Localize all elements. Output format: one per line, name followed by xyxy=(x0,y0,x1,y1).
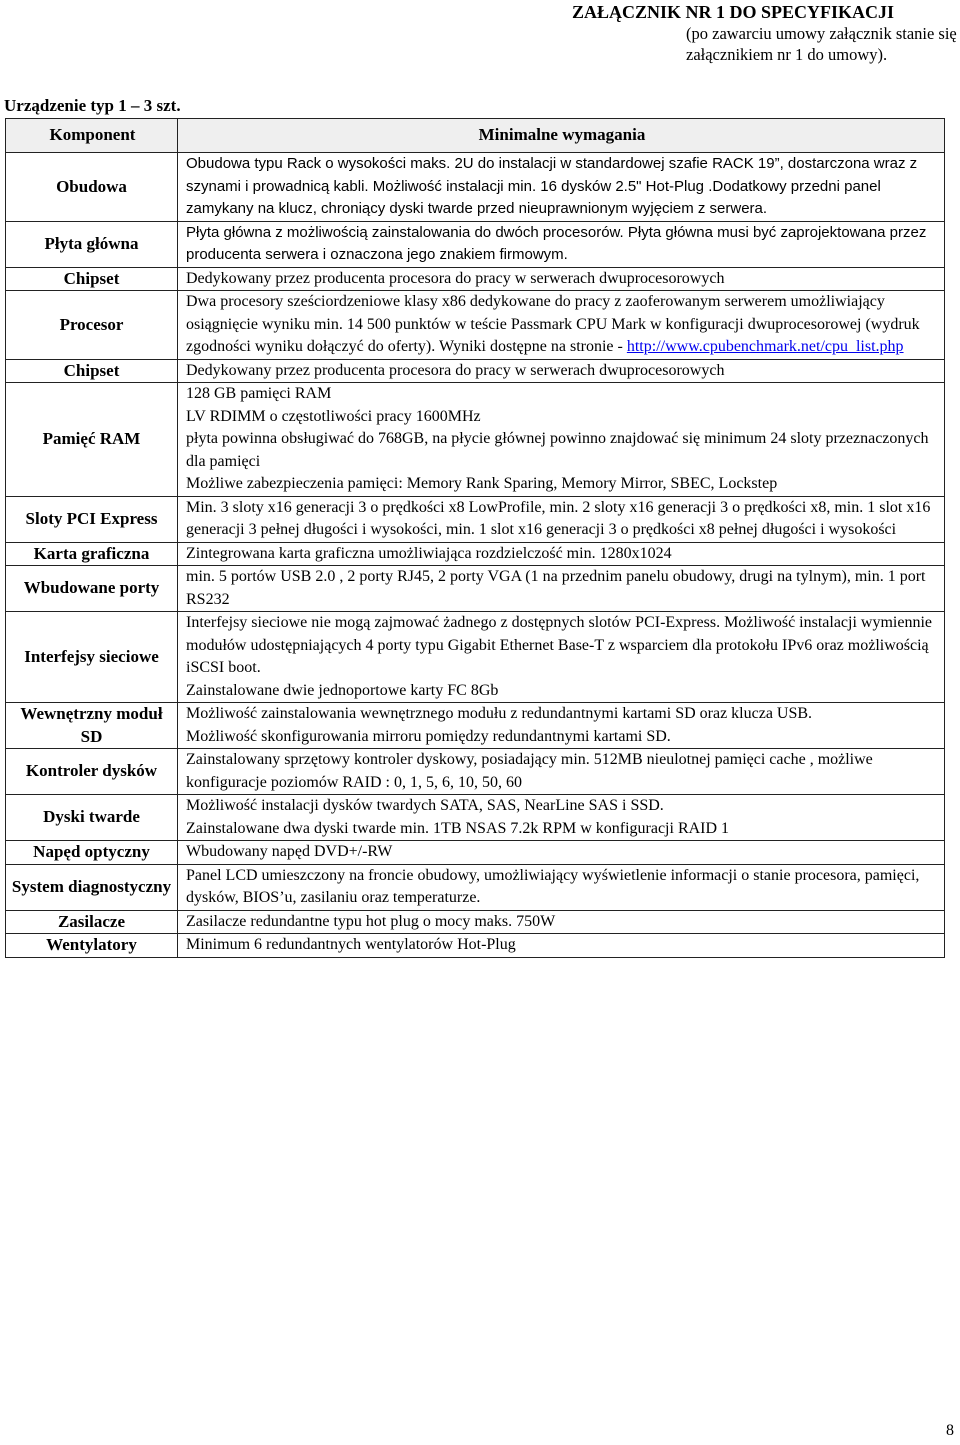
requirement-text: Zainstalowane dwie jednoportowe karty FC 8Gb xyxy=(186,681,499,699)
requirement-cell xyxy=(178,383,945,497)
table-row xyxy=(6,934,945,958)
table-row xyxy=(6,566,945,612)
requirement-text: Możliwość skonfigurowania mirroru pomiędzy redundantnymi kartami SD. xyxy=(186,727,671,745)
requirement-cell xyxy=(178,566,945,612)
component-cell: Chipset xyxy=(6,267,178,291)
component-cell: Obudowa xyxy=(6,153,178,222)
table-row xyxy=(6,383,945,497)
table-row xyxy=(6,612,945,703)
requirement-text: Dedykowany przez producenta procesora do pracy w serwerach dwuprocesorowych xyxy=(186,269,725,287)
requirement-cell xyxy=(178,910,945,934)
requirement-text: Min. 3 sloty x16 generacji 3 o prędkości x8 LowProfile, min. 2 sloty x16 generacji 3 o prędkości x8, min. 1 slot x16 generacji 3 pełnej długości i wysokości, min. 1 slot x16 generacji 3 o prędkości x8 pełnej długości i wysokości xyxy=(186,498,931,538)
component-cell: Kontroler dysków xyxy=(6,749,178,795)
table-body xyxy=(6,153,945,958)
requirement-cell xyxy=(178,703,945,749)
requirement-cell xyxy=(178,267,945,291)
requirement-cell xyxy=(178,612,945,703)
requirement-cell xyxy=(178,221,945,267)
requirement-cell xyxy=(178,864,945,910)
table-row xyxy=(6,153,945,222)
component-cell: Procesor xyxy=(6,291,178,360)
page-number: 8 xyxy=(946,1422,954,1439)
requirement-text: Dwa procesory sześciordzeniowe klasy x86 dedykowane do pracy z zaoferowanym serwerem umożliwiający osiągnięcie wyniku min. 14 500 punktów w teście Passmark CPU Mark w konfiguracji dwuprocesorowej (wydruk zgodności wyniku dołączyć do oferty). Wyniki dostępne na stronie - xyxy=(186,293,920,355)
table-row xyxy=(6,291,945,360)
requirement-text: Minimum 6 redundantnych wentylatorów Hot-Plug xyxy=(186,936,516,953)
component-cell: Wentylatory xyxy=(6,934,178,958)
requirement-text: min. 5 portów USB 2.0 , 2 porty RJ45, 2 porty VGA (1 na przednim panelu obudowy, drugi na tylnym), min. 1 port RS232 xyxy=(186,568,926,608)
requirement-text: Zainstalowane dwa dyski twarde min. 1TB NSAS 7.2k RPM w konfiguracji RAID 1 xyxy=(186,819,730,837)
requirement-text: Możliwość instalacji dysków twardych SATA, SAS, NearLine SAS i SSD. xyxy=(186,797,664,814)
attachment-header xyxy=(572,2,958,65)
component-cell: Karta graficzna xyxy=(6,542,178,566)
attachment-title: ZAŁĄCZNIK NR 1 DO SPECYFIKACJI xyxy=(572,2,895,22)
requirement-cell xyxy=(178,359,945,383)
requirement-text: Zasilacze redundantne typu hot plug o mocy maks. 750W xyxy=(186,912,556,930)
component-cell: Sloty PCI Express xyxy=(6,496,178,542)
requirement-text: Obudowa typu Rack o wysokości maks. 2U do instalacji w standardowej szafie RACK 19”, dostarczona wraz z szynami i prowadnicą kabli. Możliwość instalacji min. 16 dysków 2.5" Hot-Plug .Dodatkowy przedni panel zamykany na klucz, chroniący dyski twarde przed nieuprawnionym wyjęciem z serwera. xyxy=(186,155,918,217)
cpubenchmark-link[interactable]: http://www.cpubenchmark.net/cpu_list.php xyxy=(626,338,904,355)
requirement-text: Zintegrowana karta graficzna umożliwiająca rozdzielczość min. 1280x1024 xyxy=(186,544,672,562)
requirement-text: Interfejsy sieciowe nie mogą zajmować żadnego z dostępnych slotów PCI-Express. Możliwość instalacji wymiennie modułów udostępniających 4 porty typu Gigabit Ethernet Base-T z wsparciem dla protokołu IPv6 oraz możliwością iSCSI boot. xyxy=(186,614,933,676)
table-header-row xyxy=(6,119,945,153)
requirement-text: Zainstalowany sprzętowy kontroler dyskowy, posiadający min. 512MB nieulotnej pamięci cache , możliwe konfiguracje poziomów RAID : 0, 1, 5, 6, 10, 50, 60 xyxy=(186,751,873,791)
table-row xyxy=(6,221,945,267)
column-header-component: Komponent xyxy=(6,119,178,153)
table-row xyxy=(6,795,945,841)
requirement-text: LV RDIMM o częstotliwości pracy 1600MHz xyxy=(186,407,481,425)
requirement-cell xyxy=(178,934,945,958)
component-cell: Zasilacze xyxy=(6,910,178,934)
component-cell: Chipset xyxy=(6,359,178,383)
attachment-note: (po zawarciu umowy załącznik stanie się załącznikiem nr 1 do umowy). xyxy=(686,24,957,64)
component-cell: Interfejsy sieciowe xyxy=(6,612,178,703)
component-cell: Wewnętrzny moduł SD xyxy=(6,703,178,749)
requirement-cell xyxy=(178,795,945,841)
table-row xyxy=(6,841,945,865)
requirements-table xyxy=(5,118,945,958)
table-row xyxy=(6,542,945,566)
requirement-text: Możliwość zainstalowania wewnętrznego modułu z redundantnymi kartami SD oraz klucza USB. xyxy=(186,705,813,722)
requirement-cell xyxy=(178,542,945,566)
requirement-text: Dedykowany przez producenta procesora do pracy w serwerach dwuprocesorowych xyxy=(186,361,725,379)
requirement-cell xyxy=(178,841,945,865)
component-cell: Napęd optyczny xyxy=(6,841,178,865)
table-row xyxy=(6,359,945,383)
requirement-cell xyxy=(178,749,945,795)
component-cell: Dyski twarde xyxy=(6,795,178,841)
table-row xyxy=(6,749,945,795)
column-header-requirements: Minimalne wymagania xyxy=(178,119,945,153)
requirement-text: Wbudowany napęd DVD+/-RW xyxy=(186,843,393,860)
requirement-text: 128 GB pamięci RAM xyxy=(186,385,332,402)
requirement-cell xyxy=(178,291,945,360)
requirement-text: Płyta główna z możliwością zainstalowania do dwóch procesorów. Płyta główna musi być zaprojektowana przez producenta serwera i oznaczona jego znakiem firmowym. xyxy=(186,223,927,263)
component-cell: Wbudowane porty xyxy=(6,566,178,612)
requirement-text: płyta powinna obsługiwać do 768GB, na płycie głównej powinno znajdować się minimum 24 sloty przeznaczonych dla pamięci xyxy=(186,430,929,470)
table-row xyxy=(6,703,945,749)
table-row xyxy=(6,267,945,291)
table-row xyxy=(6,496,945,542)
requirement-text: Możliwe zabezpieczenia pamięci: Memory Rank Sparing, Memory Mirror, SBEC, Lockstep xyxy=(186,475,778,492)
component-cell: Pamięć RAM xyxy=(6,383,178,497)
requirement-cell xyxy=(178,153,945,222)
requirement-text: Panel LCD umieszczony na froncie obudowy, umożliwiający wyświetlenie informacji o stanie procesora, pamięci, dysków, BIOS’u, zasilaniu oraz temperaturze. xyxy=(186,866,920,906)
table-row xyxy=(6,910,945,934)
component-cell: Płyta główna xyxy=(6,221,178,267)
table-row xyxy=(6,864,945,910)
requirement-cell xyxy=(178,496,945,542)
device-label: Urządzenie typ 1 – 3 szt. xyxy=(4,96,181,115)
component-cell: System diagnostyczny xyxy=(6,864,178,910)
